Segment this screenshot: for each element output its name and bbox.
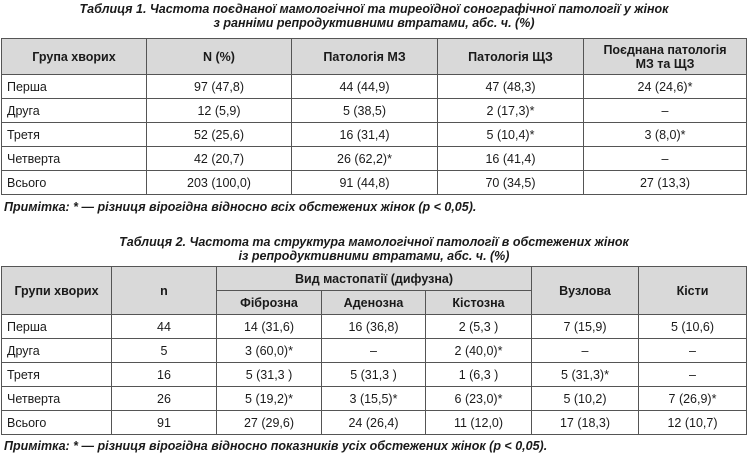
- table-cell: 26: [112, 387, 217, 411]
- table-cell: 3 (15,5)*: [322, 387, 426, 411]
- table-cell: 7 (26,9)*: [639, 387, 747, 411]
- table-row: [2, 315, 747, 339]
- table-cell: –: [584, 99, 747, 123]
- table-cell: 47 (48,3): [438, 75, 584, 99]
- table-cell: –: [584, 147, 747, 171]
- table-cell: 7 (15,9): [532, 315, 639, 339]
- table-cell: Перша: [2, 315, 112, 339]
- table-cell: 2 (5,3 ): [426, 315, 532, 339]
- table-cell: Друга: [2, 99, 147, 123]
- table2-header-n: n: [112, 267, 217, 315]
- table-cell: 44: [112, 315, 217, 339]
- table-cell: 70 (34,5): [438, 171, 584, 195]
- table-cell: 42 (20,7): [147, 147, 292, 171]
- table-cell: 6 (23,0)*: [426, 387, 532, 411]
- table-row: [2, 147, 747, 171]
- table2: [1, 266, 747, 435]
- table-row: [2, 363, 747, 387]
- table-row: [2, 411, 747, 435]
- table-row: [2, 339, 747, 363]
- table-row: [2, 99, 747, 123]
- table1-header-combined-line1: Поєднана патологія: [603, 42, 727, 57]
- table-cell: 44 (44,9): [292, 75, 438, 99]
- table2-header-row-1: [2, 267, 747, 291]
- table2-header-mastopathy: Вид мастопатії (дифузна): [217, 267, 532, 291]
- table-row: [2, 387, 747, 411]
- table-cell: 3 (8,0)*: [584, 123, 747, 147]
- table-cell: 52 (25,6): [147, 123, 292, 147]
- table-cell: Друга: [2, 339, 112, 363]
- table-cell: Третя: [2, 123, 147, 147]
- table-cell: 16 (41,4): [438, 147, 584, 171]
- table2-header-adenous: Аденозна: [322, 291, 426, 315]
- table2-note: Примітка: * — різниця вірогідна відносно показників усіх обстежених жінок (р < 0,05).: [4, 439, 548, 453]
- table1-header-shz: Патологія ЩЗ: [438, 39, 584, 75]
- table-cell: 1 (6,3 ): [426, 363, 532, 387]
- table1-note: Примітка: * — різниця вірогідна відносно всіх обстежених жінок (р < 0,05).: [4, 200, 477, 214]
- table-cell: –: [322, 339, 426, 363]
- table-cell: 16: [112, 363, 217, 387]
- table-cell: 12 (5,9): [147, 99, 292, 123]
- table-cell: Перша: [2, 75, 147, 99]
- table-cell: 97 (47,8): [147, 75, 292, 99]
- table-cell: 2 (17,3)*: [438, 99, 584, 123]
- table2-header-cysts: Кісти: [639, 267, 747, 315]
- table-cell: 14 (31,6): [217, 315, 322, 339]
- table1: [1, 38, 747, 195]
- table-row: [2, 123, 747, 147]
- table-cell: 27 (13,3): [584, 171, 747, 195]
- table-cell: 26 (62,2)*: [292, 147, 438, 171]
- table-cell: 91 (44,8): [292, 171, 438, 195]
- table-cell: 91: [112, 411, 217, 435]
- table-cell: 12 (10,7): [639, 411, 747, 435]
- table1-header-combined: [584, 39, 747, 75]
- table-cell: 5 (10,2): [532, 387, 639, 411]
- table-cell: 16 (31,4): [292, 123, 438, 147]
- table-cell: 27 (29,6): [217, 411, 322, 435]
- table-cell: 5 (10,4)*: [438, 123, 584, 147]
- table-cell: 17 (18,3): [532, 411, 639, 435]
- table-cell: 24 (24,6)*: [584, 75, 747, 99]
- table2-caption: [0, 235, 748, 263]
- table1-header-row: [2, 39, 747, 75]
- table-row: [2, 75, 747, 99]
- table-cell: 2 (40,0)*: [426, 339, 532, 363]
- table2-header-cystic: Кістозна: [426, 291, 532, 315]
- table-cell: 5 (38,5): [292, 99, 438, 123]
- table-cell: 203 (100,0): [147, 171, 292, 195]
- table2-header-nodular: Вузлова: [532, 267, 639, 315]
- table-cell: Всього: [2, 171, 147, 195]
- table-cell: –: [639, 339, 747, 363]
- table-cell: 5: [112, 339, 217, 363]
- table-cell: 5 (31,3 ): [322, 363, 426, 387]
- table-cell: 5 (10,6): [639, 315, 747, 339]
- table-cell: Третя: [2, 363, 112, 387]
- table-cell: 5 (19,2)*: [217, 387, 322, 411]
- table-cell: 5 (31,3 ): [217, 363, 322, 387]
- table1-caption-line2: з ранніми репродуктивними втратами, абс. ч. (%): [213, 16, 535, 30]
- table2-caption-line2: із репродуктивними втратами, абс. ч. (%): [238, 249, 510, 263]
- table-cell: 3 (60,0)*: [217, 339, 322, 363]
- table1-header-combined-line2: МЗ та ЩЗ: [635, 56, 695, 71]
- table2-header-group: Групи хворих: [2, 267, 112, 315]
- table1-caption-line1: Таблиця 1. Частота поєднаної мамологічної та тиреоїдної сонографічної патології у жінок: [79, 2, 669, 16]
- table-cell: 5 (31,3)*: [532, 363, 639, 387]
- table1-caption: [0, 2, 748, 30]
- table2-header-fibrous: Фіброзна: [217, 291, 322, 315]
- table1-header-group: Група хворих: [2, 39, 147, 75]
- table1-header-mz: Патологія МЗ: [292, 39, 438, 75]
- table-cell: –: [532, 339, 639, 363]
- table-cell: Четверта: [2, 387, 112, 411]
- table-cell: Четверта: [2, 147, 147, 171]
- table-cell: 16 (36,8): [322, 315, 426, 339]
- table-cell: 11 (12,0): [426, 411, 532, 435]
- table2-caption-line1: Таблиця 2. Частота та структура мамологічної патології в обстежених жінок: [119, 235, 629, 249]
- table-row: [2, 171, 747, 195]
- table1-header-n: N (%): [147, 39, 292, 75]
- table-cell: Всього: [2, 411, 112, 435]
- table-cell: –: [639, 363, 747, 387]
- table-cell: 24 (26,4): [322, 411, 426, 435]
